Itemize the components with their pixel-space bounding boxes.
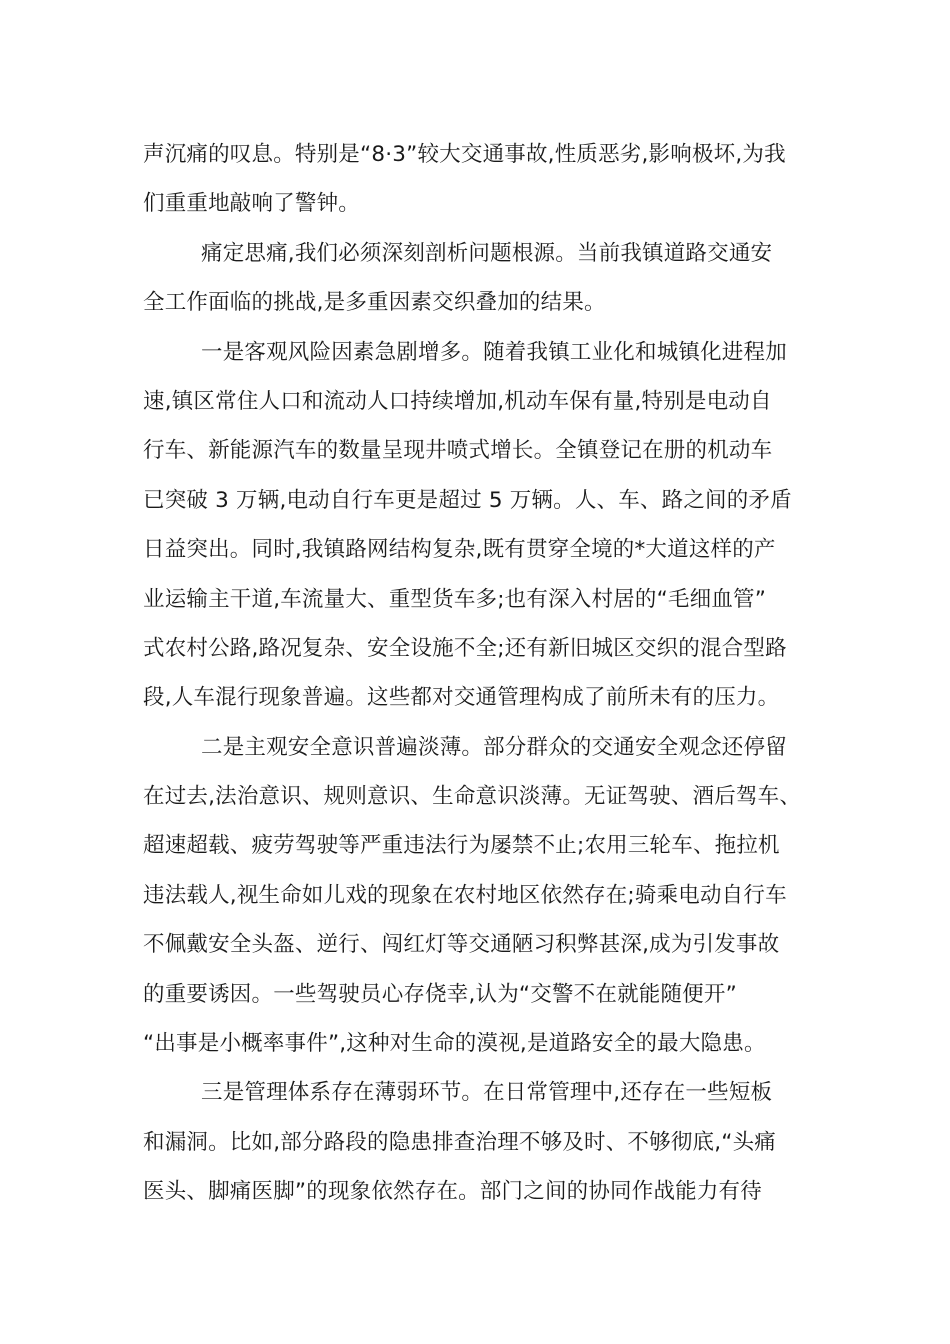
text-line: 在过去,法治意识、规则意识、生命意识淡薄。无证驾驶、酒后驾车、 [143,784,802,810]
text-line: “出事是小概率事件”,这种对生命的漠视,是道路安全的最大隐患。 [143,1031,766,1057]
text-line: 业运输主干道,车流量大、重型货车多;也有深入村居的“毛细血管” [143,586,767,612]
text-line: 已突破 3 万辆,电动自行车更是超过 5 万辆。人、车、路之间的矛盾 [143,487,792,513]
paragraph-first-line: 二是主观安全意识普遍淡薄。部分群众的交通安全观念还停留 [201,734,787,760]
text-line: 医头、脚痛医脚”的现象依然存在。部门之间的协同作战能力有待 [143,1179,762,1205]
text-line: 们重重地敲响了警钟。 [143,191,361,217]
text-line: 式农村公路,路况复杂、安全设施不全;还有新旧城区交织的混合型路 [143,635,787,661]
paragraph-first-line: 一是客观风险因素急剧增多。随着我镇工业化和城镇化进程加 [201,339,787,365]
document-body [143,130,823,1217]
text-line: 不佩戴安全头盔、逆行、闯红灯等交通陋习积弊甚深,成为引发事故 [143,932,780,958]
text-line: 违法载人,视生命如儿戏的现象在农村地区依然存在;骑乘电动自行车 [143,882,787,908]
paragraph-first-line: 三是管理体系存在薄弱环节。在日常管理中,还存在一些短板 [201,1080,773,1106]
text-line: 速,镇区常住人口和流动人口持续增加,机动车保有量,特别是电动自 [143,388,772,414]
text-line: 的重要诱因。一些驾驶员心存侥幸,认为“交警不在就能随便开” [143,981,737,1007]
text-line: 段,人车混行现象普遍。这些都对交通管理构成了前所未有的压力。 [143,685,780,711]
text-line: 和漏洞。比如,部分路段的隐患排查治理不够及时、不够彻底,“头痛 [143,1129,777,1155]
text-line: 声沉痛的叹息。特别是“8·3”较大交通事故,性质恶劣,影响极坏,为我 [143,142,786,167]
text-line: 行车、新能源汽车的数量呈现井喷式增长。全镇登记在册的机动车 [143,438,773,464]
text-line: 全工作面临的挑战,是多重因素交织叠加的结果。 [143,290,606,316]
paragraph-first-line: 痛定思痛,我们必须深刻剖析问题根源。当前我镇道路交通安 [201,240,773,266]
text-line: 日益突出。同时,我镇路网结构复杂,既有贯穿全境的*大道这样的产 [143,537,776,563]
text-line: 超速超载、疲劳驾驶等严重违法行为屡禁不止;农用三轮车、拖拉机 [143,833,780,859]
